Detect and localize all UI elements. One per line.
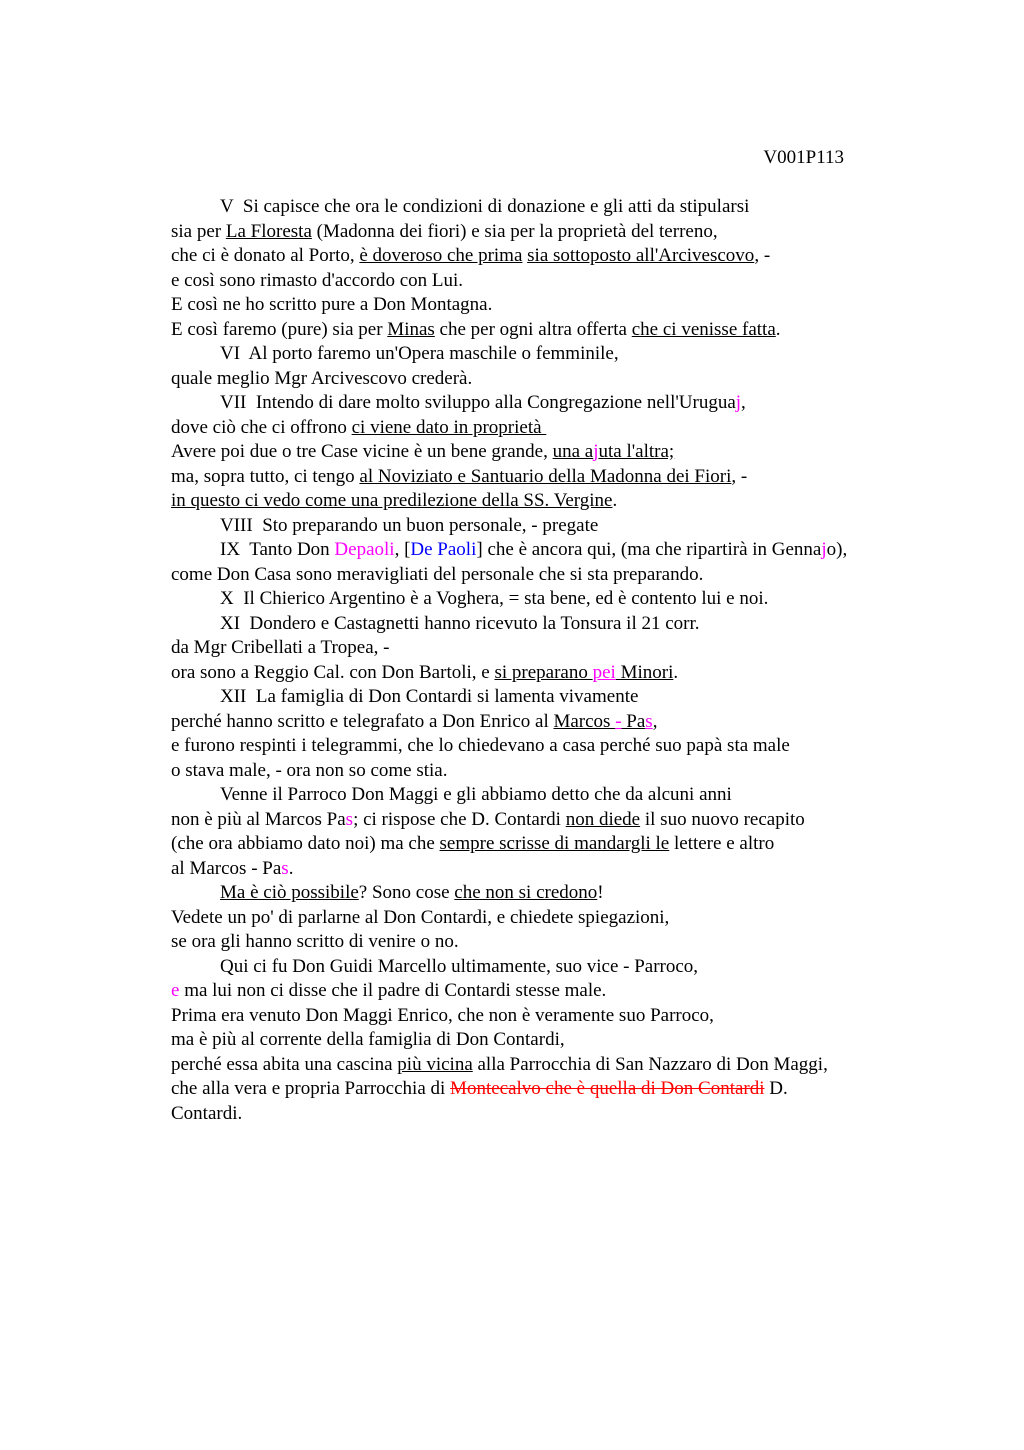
text-segment: Vedete un po' di parlarne al Don Contardi, e chiedete spiegazioni, [171,906,670,928]
underlined-text: uta l'altra; [598,441,675,462]
text-line [171,636,951,661]
text-line [171,391,951,416]
text-segment: ma è più al corrente della famiglia di Don Contardi, [171,1029,565,1050]
text-line [171,808,951,833]
text-segment: IX Tanto Don [220,539,335,560]
text-segment: o stava male, - ora non so come stia. [171,759,448,781]
text-segment: E così ne ho scritto pure a Don Montagna. [171,294,493,315]
underlined-text: che ci venisse fatta [631,318,776,340]
text-line [171,906,951,931]
text-segment: da Mgr Cribellati a Tropea, - [171,637,390,658]
underlined-text: non diede [565,808,641,830]
correction-mark: s [645,710,653,732]
text-line [171,342,951,367]
underlined-text: che non si credono [454,882,598,903]
text-segment: , [652,710,658,732]
text-line [171,1028,951,1053]
text-segment: , - [731,465,748,487]
text-line [171,1102,951,1127]
text-segment: il suo nuovo recapito [640,808,805,830]
text-line [171,783,951,808]
text-line [171,587,951,612]
text-segment: lettere e altro [669,833,775,854]
text-line [171,318,951,343]
underlined-text: si preparano [494,661,593,683]
text-segment: , [ [394,539,411,560]
text-segment: Venne il Parroco Don Maggi e gli abbiamo detto che da alcuni anni [220,784,732,805]
text-segment: Avere poi due o tre Case vicine è un bene grande, [171,441,553,462]
text-segment: ! [597,882,604,903]
text-line [171,465,951,490]
text-segment: X Il Chierico Argentino è a Voghera, = sta bene, ed è contento lui e noi. [220,588,769,609]
underlined-text: più vicina [397,1053,473,1075]
text-segment: e furono respinti i telegrammi, che lo chiedevano a casa perché suo papà sta male [171,735,790,756]
text-segment: se ora gli hanno scritto di venire o no. [171,931,459,952]
text-segment: (Madonna dei fiori) e sia per la proprietà del terreno, [311,220,718,242]
text-line [171,661,951,686]
text-segment: alla Parrocchia di San Nazzaro di Don Maggi, [472,1053,828,1075]
page-number: V001P113 [763,147,844,168]
underlined-text: La Floresta [225,220,312,242]
text-line [171,244,951,269]
text-segment: perché essa abita una cascina [171,1053,398,1075]
text-segment: Prima era venuto Don Maggi Enrico, che non è veramente suo Parroco, [171,1004,714,1026]
text-line [171,1077,951,1102]
text-segment: ? Sono cose [358,882,455,903]
text-segment: VII Intendo di dare molto sviluppo alla Congregazione nell'Urugua [220,392,736,413]
text-line [171,563,951,588]
text-segment: , - [754,245,771,266]
text-line [171,1053,951,1078]
underlined-text: Minori [615,661,674,683]
text-line [171,514,951,539]
text-segment: . [775,318,781,340]
text-segment: dove ciò che ci offrono [171,416,352,438]
text-segment: sia per [171,220,226,242]
editorial-note: De Paoli [410,539,477,560]
text-segment: XII La famiglia di Don Contardi si lamenta vivamente [220,686,639,707]
text-segment: ] che è ancora qui, (ma che ripartirà in Genna [476,539,822,560]
text-line [171,538,951,563]
text-segment: Contardi. [171,1102,243,1124]
text-line [171,416,951,441]
text-segment: quale meglio Mgr Arcivescovo crederà. [171,367,473,389]
text-line [171,734,951,759]
text-line [171,220,951,245]
text-segment: perché hanno scritto e telegrafato a Don Enrico al [171,710,554,732]
correction-mark: s [345,808,354,830]
underlined-text: sia sottoposto all'Arcivescovo [527,245,755,266]
underlined-text: in questo ci vedo come una predilezione della SS. Vergine [171,490,613,511]
text-segment: E così faremo (pure) sia per [171,318,388,340]
letter-body [171,195,951,1126]
text-segment: . [673,661,679,683]
text-line [171,195,951,220]
underlined-text: Ma è ciò possibile [220,882,359,903]
struck-text: Montecalvo che è quella di Don Contardi [450,1078,765,1099]
underlined-text: è doveroso che prima [359,245,523,266]
underlined-text: una a [552,441,594,462]
text-segment: ma, sopra tutto, ci tengo [171,465,360,487]
text-line [171,930,951,955]
underlined-text: al Noviziato e Santuario della Madonna dei Fiori [359,465,732,487]
text-segment: che ci è donato al Porto, [171,245,360,266]
correction-mark: e [171,980,180,1001]
text-line [171,979,951,1004]
correction-mark: - [615,710,622,732]
text-segment: Qui ci fu Don Guidi Marcello ultimamente, suo vice - Parroco, [220,955,699,977]
text-segment: XI Dondero e Castagnetti hanno ricevuto la Tonsura il 21 corr. [220,612,700,634]
underlined-text: Marcos [553,710,616,732]
text-line [171,832,951,857]
text-line [171,857,951,882]
text-segment: (che ora abbiamo dato noi) ma che [171,833,440,854]
correction-mark: j [821,539,827,560]
correction-mark: pei [592,661,616,683]
text-line [171,1004,951,1029]
text-segment: ; ci rispose che D. Contardi [353,808,566,830]
underlined-text: Minas [387,318,435,340]
text-segment: non è più al Marcos Pa [171,808,346,830]
text-line [171,367,951,392]
text-segment: come Don Casa sono meravigliati del personale che si sta preparando. [171,563,704,585]
text-line [171,293,951,318]
text-segment: . [612,490,618,511]
correction-mark: j [735,392,742,413]
text-segment: ora sono a Reggio Cal. con Don Bartoli, e [171,661,495,683]
text-segment: o), [826,539,848,560]
text-line [171,881,951,906]
text-segment: che per ogni altra offerta [434,318,632,340]
text-line [171,759,951,784]
text-segment: e così sono rimasto d'accordo con Lui. [171,269,464,291]
text-segment: che alla vera e propria Parrocchia di [171,1078,451,1099]
correction-mark: s [281,857,289,879]
text-segment: . [288,857,294,879]
text-segment: D. [764,1078,788,1099]
text-line [171,955,951,980]
underlined-text: sempre scrisse di mandargli le [439,833,670,854]
text-segment: al Marcos - Pa [171,857,282,879]
text-line [171,612,951,637]
text-segment: ma lui non ci disse che il padre di Contardi stesse male. [179,980,607,1001]
text-segment: , [741,392,746,413]
text-line [171,710,951,735]
text-line [171,489,951,514]
text-line [171,440,951,465]
text-segment: VI Al porto faremo un'Opera maschile o femminile, [220,343,619,364]
text-segment: V Si capisce che ora le condizioni di donazione e gli atti da stipularsi [220,196,750,217]
correction-mark: Depaoli [334,539,395,560]
text-line [171,269,951,294]
text-segment: VIII Sto preparando un buon personale, - pregate [220,514,599,536]
correction-mark: j [593,441,599,462]
underlined-text: ci viene dato in proprietà [351,416,547,438]
text-line [171,685,951,710]
underlined-text: Pa [621,710,646,732]
